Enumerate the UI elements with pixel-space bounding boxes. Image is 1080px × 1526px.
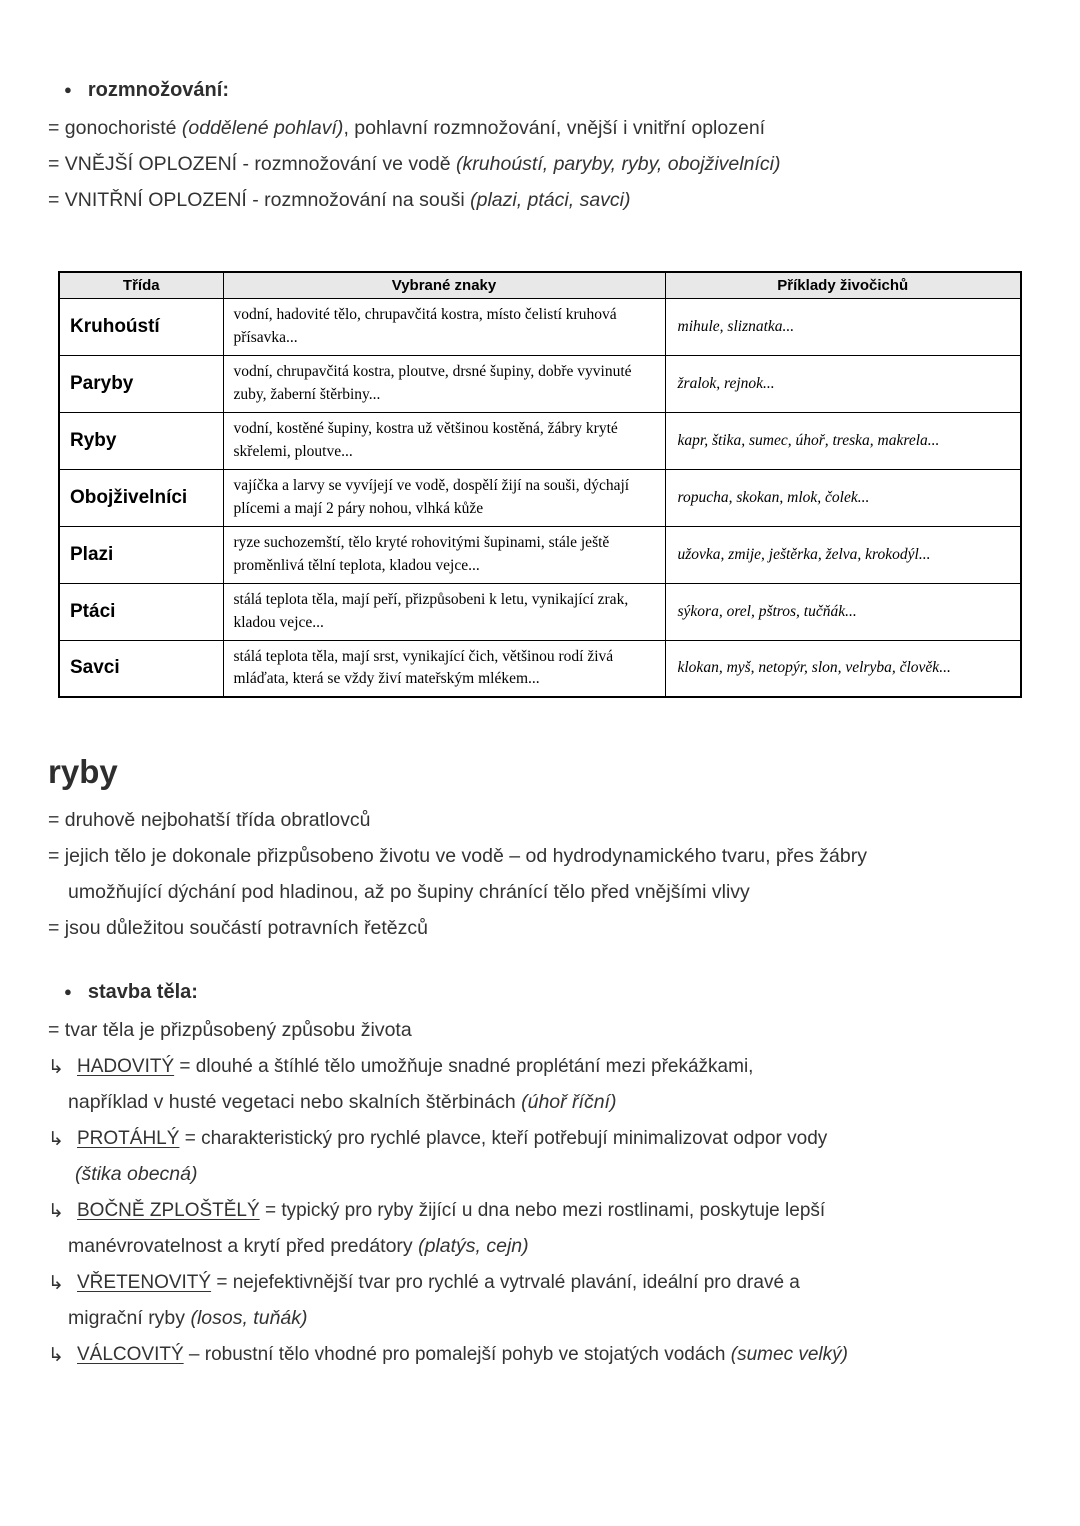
reproduction-heading [48, 72, 1040, 110]
text-segment: = VNITŘNÍ OPLOZENÍ - rozmnožování na souši [48, 189, 471, 211]
text-segment: = dlouhé a štíhlé tělo umožňuje snadné proplétání mezi překážkami, [174, 1056, 754, 1077]
text-line [48, 838, 1040, 874]
cell-class-name: Savci [59, 640, 223, 697]
text-segment: = charakteristický pro rychlé plavce, kteří potřebují minimalizovat odpor vody [179, 1128, 828, 1149]
reproduction-lines [48, 110, 1040, 218]
bullet-icon: ● [64, 82, 72, 97]
arrow-bullet-icon: ↳ [48, 1129, 64, 1150]
text-segment: = jejich tělo je dokonale přizpůsobeno životu ve vodě – od hydrodynamického tvaru, přes žábry [48, 845, 867, 867]
text-segment: umožňující dýchání pod hladinou, až po šupiny chránící tělo před vnějšími vlivy [68, 881, 750, 903]
fish-heading: ryby [48, 753, 118, 790]
text-segment: , pohlavní rozmnožování, vnější i vnitřní oplození [343, 117, 766, 139]
text-segment: = jsou důležitou součástí potravních řetězců [48, 917, 428, 939]
column-header-examples: Příklady živočichů [665, 272, 1021, 298]
cell-class-name: Kruhoústí [59, 298, 223, 355]
text-line [48, 110, 1040, 146]
cell-examples: klokan, myš, netopýr, slon, velryba, člověk... [665, 640, 1021, 697]
cell-traits: vajíčka a larvy se vyvíjejí ve vodě, dospělí žijí na souši, dýchají plícemi a mají 2 páry nohou, vlhká kůže [223, 469, 665, 526]
cell-traits: vodní, kostěné šupiny, kostra už většinou kostěná, žábry kryté skřelemi, ploutve... [223, 412, 665, 469]
cell-class-name: Ryby [59, 412, 223, 469]
section-body-structure [48, 974, 1040, 1372]
cell-examples: kapr, štika, sumec, úhoř, treska, makrela... [665, 412, 1021, 469]
text-line [48, 1049, 754, 1085]
table-row [59, 583, 1021, 640]
cell-examples: mihule, sliznatka... [665, 298, 1021, 355]
text-segment: VŘETENOVITÝ [77, 1272, 212, 1293]
cell-class-name: Obojživelníci [59, 469, 223, 526]
text-segment: (platýs, cejn) [418, 1235, 529, 1257]
text-line [48, 1121, 828, 1157]
text-line [48, 802, 1040, 838]
table-header-row [59, 272, 1021, 298]
arrow-bullet-icon: ↳ [48, 1345, 64, 1366]
table-row [59, 469, 1021, 526]
text-segment: (úhoř říční) [521, 1091, 617, 1113]
text-segment: = druhově nejbohatší třída obratlovců [48, 809, 371, 831]
text-line [48, 874, 1040, 910]
cell-traits: vodní, chrupavčitá kostra, ploutve, drsné šupiny, dobře vyvinuté zuby, žaberní štěrbiny... [223, 355, 665, 412]
text-segment: migrační ryby [68, 1307, 191, 1329]
cell-traits: vodní, hadovité tělo, chrupavčitá kostra, místo čelistí kruhová přísavka... [223, 298, 665, 355]
text-segment: (plazi, ptáci, savci) [470, 189, 631, 211]
text-line [48, 1337, 848, 1373]
text-segment: (losos, tuňák) [190, 1307, 308, 1329]
body-structure-heading-label: stavba těla: [87, 981, 198, 1003]
section-fish [48, 752, 1040, 946]
cell-class-name: Plazi [59, 526, 223, 583]
arrow-bullet-icon: ↳ [48, 1273, 64, 1294]
text-segment: = VNĚJŠÍ OPLOZENÍ - rozmnožování ve vodě [48, 153, 457, 175]
text-line [48, 1300, 1040, 1336]
cell-traits: stálá teplota těla, mají peří, přizpůsobeni k letu, vynikající zrak, kladou vejce... [223, 583, 665, 640]
text-line [48, 1012, 1040, 1048]
vertebrate-classes-table [58, 271, 1022, 698]
cell-class-name: Paryby [59, 355, 223, 412]
text-segment: manévrovatelnost a krytí před predátory [68, 1235, 419, 1257]
text-line [48, 1228, 1040, 1264]
table-row [59, 640, 1021, 697]
table-row [59, 526, 1021, 583]
text-line [48, 146, 1040, 182]
text-segment: VÁLCOVITÝ [77, 1344, 184, 1365]
text-segment: například v husté vegetaci nebo skalních štěrbinách [68, 1091, 522, 1113]
table-row [59, 355, 1021, 412]
text-segment: (sumec velký) [730, 1344, 848, 1365]
cell-examples: žralok, rejnok... [665, 355, 1021, 412]
body-structure-lines [48, 1012, 1040, 1372]
text-segment: = typický pro ryby žijící u dna nebo mezi rostlinami, poskytuje lepší [259, 1200, 826, 1221]
text-segment: = tvar těla je přizpůsobený způsobu života [48, 1019, 412, 1041]
text-line [48, 1156, 1040, 1192]
cell-examples: sýkora, orel, pštros, tučňák... [665, 583, 1021, 640]
text-line [48, 1265, 800, 1301]
column-header-traits: Vybrané znaky [223, 272, 665, 298]
cell-traits: ryze suchozemští, tělo kryté rohovitými šupinami, stále ještě proměnlivá tělní teplota, kladou vejce... [223, 526, 665, 583]
reproduction-heading-label: rozmnožování: [87, 79, 229, 101]
arrow-bullet-icon: ↳ [48, 1057, 64, 1078]
text-line [48, 182, 1040, 218]
cell-traits: stálá teplota těla, mají srst, vynikající čich, většinou rodí živá mláďata, která se vždy živí mateřským mlékem... [223, 640, 665, 697]
text-segment: = gonochoristé [48, 117, 182, 139]
text-segment: HADOVITÝ [77, 1056, 175, 1077]
text-segment: BOČNĚ ZPLOŠTĚLÝ [77, 1200, 260, 1221]
text-segment: (kruhoústí, paryby, ryby, obojživelníci) [456, 153, 781, 175]
column-header-class: Třída [59, 272, 223, 298]
text-segment: – robustní tělo vhodné pro pomalejší pohyb ve stojatých vodách [183, 1344, 731, 1365]
text-segment: = nejefektivnější tvar pro rychlé a vytrvalé plavání, ideální pro dravé a [211, 1272, 800, 1293]
cell-examples: užovka, zmije, ještěrka, želva, krokodýl... [665, 526, 1021, 583]
text-segment: (oddělené pohlaví) [181, 117, 344, 139]
cell-examples: ropucha, skokan, mlok, čolek... [665, 469, 1021, 526]
table-row [59, 412, 1021, 469]
body-structure-heading [48, 974, 1040, 1012]
text-segment: PROTÁHLÝ [77, 1128, 180, 1149]
bullet-icon: ● [64, 984, 72, 999]
text-line [48, 1084, 1040, 1120]
text-line [48, 910, 1040, 946]
cell-class-name: Ptáci [59, 583, 223, 640]
table-row [59, 298, 1021, 355]
fish-lines [48, 802, 1040, 946]
section-reproduction [48, 72, 1040, 218]
text-segment: (štika obecná) [75, 1163, 198, 1185]
arrow-bullet-icon: ↳ [48, 1201, 64, 1222]
text-line [48, 1193, 826, 1229]
